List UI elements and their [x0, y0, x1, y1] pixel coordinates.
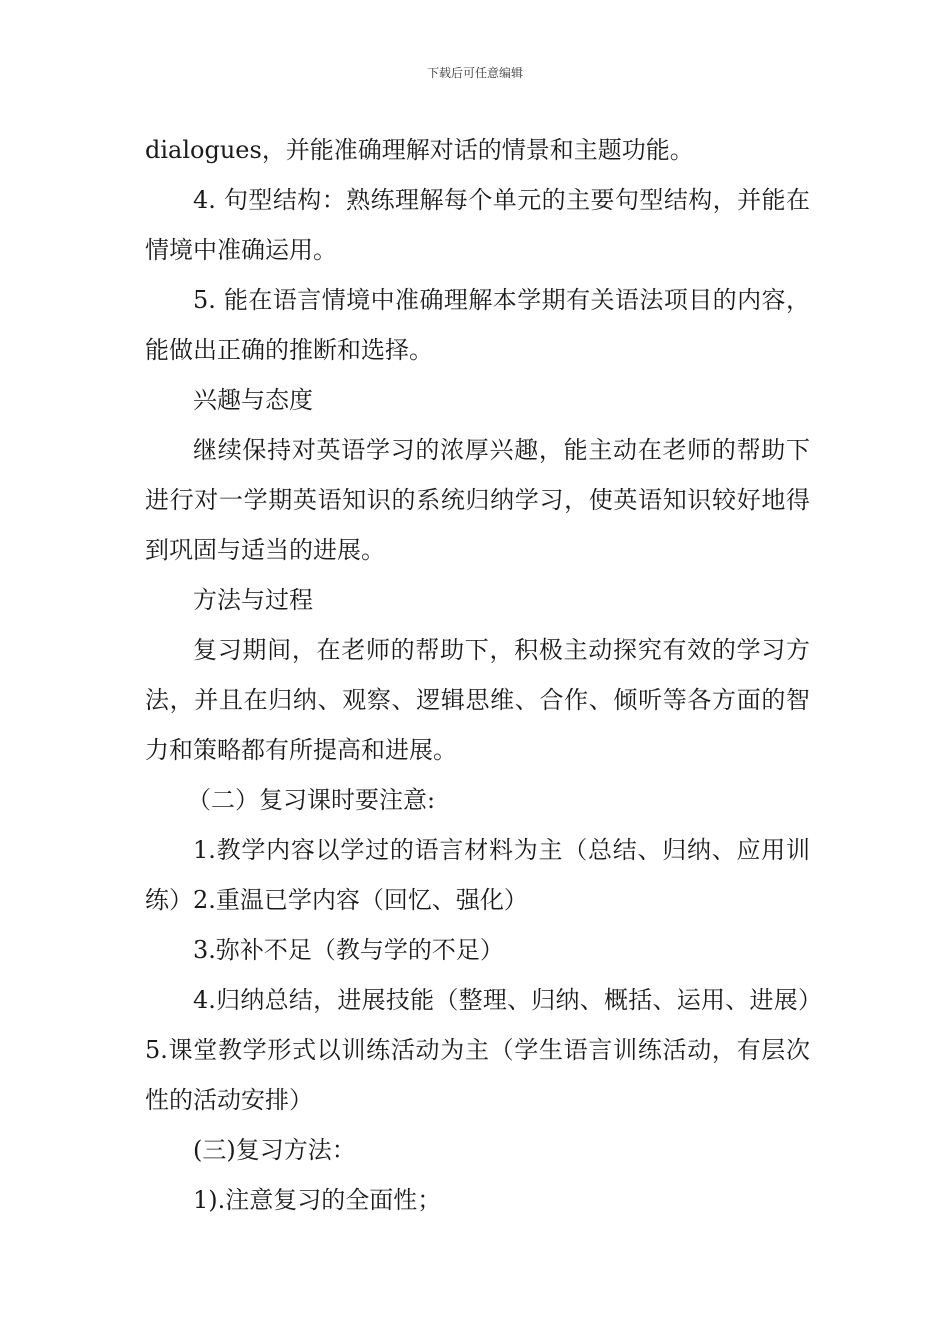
paragraph-method: 复习期间，在老师的帮助下，积极主动探究有效的学习方法，并且在归纳、观察、逻辑思维、合作、倾听等各方面的智力和策略都有所提高和进展。 — [145, 636, 810, 764]
document-body — [145, 125, 810, 1225]
paragraph-comprehensive: 1).注意复习的全面性； — [193, 1186, 442, 1214]
page-header-note: 下载后可任意编辑 — [426, 66, 523, 80]
heading-interest-attitude: 兴趣与态度 — [193, 386, 313, 414]
paragraph-teaching-content: 1.教学内容以学过的语言材料为主（总结、归纳、应用训练）2.重温已学内容（回忆、强化） — [145, 836, 810, 914]
paragraph-make-up: 3.弥补不足（教与学的不足） — [193, 936, 504, 964]
paragraph-interest: 继续保持对英语学习的浓厚兴趣，能主动在老师的帮助下进行对一学期英语知识的系统归纳学习，使英语知识较好地得到巩固与适当的进展。 — [145, 436, 810, 564]
heading-review-notes: （二）复习课时要注意: — [187, 786, 436, 814]
paragraph-dialogues: dialogues，并能准确理解对话的情景和主题功能。 — [145, 136, 694, 164]
heading-method-process: 方法与过程 — [193, 586, 313, 614]
paragraph-grammar: 5. 能在语言情境中准确理解本学期有关语法项目的内容，能做出正确的推断和选择。 — [145, 286, 810, 364]
paragraph-summary: 4.归纳总结，进展技能（整理、归纳、概括、运用、进展）5.课堂教学形式以训练活动为主（学生语言训练活动，有层次性的活动安排） — [145, 986, 810, 1114]
heading-review-methods: (三)复习方法： — [193, 1136, 356, 1164]
paragraph-sentence-structure: 4. 句型结构：熟练理解每个单元的主要句型结构，并能在情境中准确运用。 — [145, 186, 810, 264]
